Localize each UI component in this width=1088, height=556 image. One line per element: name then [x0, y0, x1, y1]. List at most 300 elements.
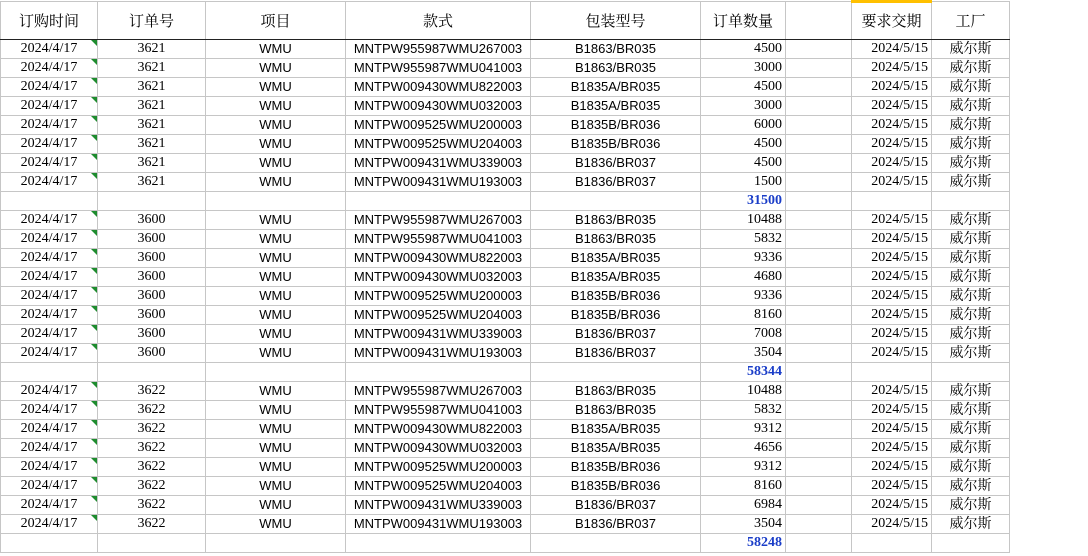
cell-order-date[interactable]	[1, 515, 98, 534]
cell-order-date[interactable]	[1, 420, 98, 439]
cell-value: 2024/4/17	[20, 41, 78, 56]
cell-package-type[interactable]: B1863/BR035	[531, 230, 701, 249]
cell-blank[interactable]	[786, 173, 852, 192]
cell-style[interactable]: MNTPW009431WMU339003	[346, 154, 531, 173]
header-row	[1, 2, 1010, 40]
table-row	[1, 306, 1010, 325]
error-indicator-icon	[91, 154, 97, 160]
cell-due-date[interactable]: 2024/5/15	[852, 325, 932, 344]
cell-order-no[interactable]: 3622	[98, 382, 206, 401]
cell-value: 2024/4/17	[20, 98, 78, 113]
cell-project[interactable]: WMU	[206, 325, 346, 344]
cell-quantity[interactable]: 8160	[701, 306, 786, 325]
cell-quantity[interactable]: 4500	[701, 135, 786, 154]
cell-factory[interactable]: 威尔斯	[932, 173, 1010, 192]
cell-package-type[interactable]: B1836/BR037	[531, 515, 701, 534]
cell-due-date[interactable]: 2024/5/15	[852, 439, 932, 458]
cell-blank[interactable]	[786, 116, 852, 135]
cell-package-type[interactable]: B1835A/BR035	[531, 97, 701, 116]
cell-order-no[interactable]: 3621	[98, 116, 206, 135]
cell-order-date[interactable]	[1, 40, 98, 59]
cell-quantity[interactable]: 4500	[701, 40, 786, 59]
cell-package-type[interactable]: B1836/BR037	[531, 173, 701, 192]
cell-order-date[interactable]	[1, 211, 98, 230]
cell-order-date[interactable]	[1, 287, 98, 306]
cell-empty[interactable]	[531, 363, 701, 382]
cell-value: 2024/4/17	[20, 478, 78, 493]
cell-factory[interactable]: 威尔斯	[932, 78, 1010, 97]
cell-order-date[interactable]	[1, 306, 98, 325]
cell-empty[interactable]	[531, 192, 701, 211]
cell-quantity[interactable]: 10488	[701, 211, 786, 230]
cell-package-type[interactable]: B1835A/BR035	[531, 268, 701, 287]
cell-style[interactable]: MNTPW009430WMU822003	[346, 249, 531, 268]
cell-order-no[interactable]: 3600	[98, 325, 206, 344]
cell-due-date[interactable]: 2024/5/15	[852, 306, 932, 325]
cell-empty[interactable]	[932, 363, 1010, 382]
cell-project[interactable]: WMU	[206, 477, 346, 496]
cell-order-no[interactable]: 3622	[98, 439, 206, 458]
cell-due-date[interactable]: 2024/5/15	[852, 40, 932, 59]
cell-value: 2024/4/17	[20, 345, 78, 360]
cell-style[interactable]: MNTPW955987WMU041003	[346, 401, 531, 420]
cell-style[interactable]: MNTPW009430WMU032003	[346, 97, 531, 116]
table-row	[1, 325, 1010, 344]
cell-blank[interactable]	[786, 420, 852, 439]
cell-project[interactable]: WMU	[206, 420, 346, 439]
cell-blank[interactable]	[786, 59, 852, 78]
cell-style[interactable]: MNTPW009525WMU204003	[346, 306, 531, 325]
cell-due-date[interactable]: 2024/5/15	[852, 344, 932, 363]
cell-quantity[interactable]: 6984	[701, 496, 786, 515]
cell-quantity[interactable]: 3504	[701, 344, 786, 363]
cell-factory[interactable]: 威尔斯	[932, 401, 1010, 420]
cell-empty[interactable]	[786, 192, 852, 211]
cell-style[interactable]: MNTPW009431WMU193003	[346, 173, 531, 192]
cell-style[interactable]: MNTPW009431WMU339003	[346, 496, 531, 515]
cell-package-type[interactable]: B1863/BR035	[531, 401, 701, 420]
cell-quantity[interactable]: 10488	[701, 382, 786, 401]
cell-style[interactable]: MNTPW955987WMU041003	[346, 230, 531, 249]
header-quantity[interactable]: 订单数量	[701, 2, 786, 40]
cell-empty[interactable]	[1, 534, 98, 553]
cell-blank[interactable]	[786, 135, 852, 154]
cell-blank[interactable]	[786, 344, 852, 363]
cell-order-date[interactable]	[1, 325, 98, 344]
cell-package-type[interactable]: B1835B/BR036	[531, 458, 701, 477]
cell-empty[interactable]	[206, 192, 346, 211]
subtotal-quantity[interactable]: 58248	[701, 534, 786, 553]
cell-package-type[interactable]: B1835A/BR035	[531, 78, 701, 97]
cell-project[interactable]: WMU	[206, 40, 346, 59]
cell-quantity[interactable]: 4500	[701, 154, 786, 173]
cell-due-date[interactable]: 2024/5/15	[852, 59, 932, 78]
cell-factory[interactable]: 威尔斯	[932, 230, 1010, 249]
cell-quantity[interactable]: 4656	[701, 439, 786, 458]
cell-order-no[interactable]: 3621	[98, 135, 206, 154]
cell-order-date[interactable]	[1, 401, 98, 420]
cell-quantity[interactable]: 9312	[701, 420, 786, 439]
table-row	[1, 59, 1010, 78]
cell-empty[interactable]	[852, 192, 932, 211]
cell-package-type[interactable]: B1863/BR035	[531, 59, 701, 78]
cell-order-no[interactable]: 3622	[98, 515, 206, 534]
cell-quantity[interactable]: 5832	[701, 230, 786, 249]
cell-project[interactable]: WMU	[206, 401, 346, 420]
cell-style[interactable]: MNTPW009431WMU193003	[346, 344, 531, 363]
cell-blank[interactable]	[786, 382, 852, 401]
cell-style[interactable]: MNTPW955987WMU267003	[346, 40, 531, 59]
cell-order-no[interactable]: 3622	[98, 420, 206, 439]
error-indicator-icon	[91, 496, 97, 502]
cell-order-no[interactable]: 3621	[98, 97, 206, 116]
cell-blank[interactable]	[786, 401, 852, 420]
cell-empty[interactable]	[206, 363, 346, 382]
cell-due-date[interactable]: 2024/5/15	[852, 382, 932, 401]
cell-package-type[interactable]: B1835B/BR036	[531, 477, 701, 496]
cell-project[interactable]: WMU	[206, 306, 346, 325]
cell-project[interactable]: WMU	[206, 116, 346, 135]
cell-factory[interactable]: 威尔斯	[932, 344, 1010, 363]
cell-blank[interactable]	[786, 477, 852, 496]
table-row	[1, 382, 1010, 401]
table-row	[1, 230, 1010, 249]
cell-order-date[interactable]	[1, 116, 98, 135]
cell-value: 2024/4/17	[20, 117, 78, 132]
cell-factory[interactable]: 威尔斯	[932, 496, 1010, 515]
header-factory[interactable]: 工厂	[932, 2, 1010, 40]
cell-value: 2024/4/17	[20, 402, 78, 417]
cell-factory[interactable]: 威尔斯	[932, 59, 1010, 78]
cell-project[interactable]: WMU	[206, 249, 346, 268]
cell-style[interactable]: MNTPW009430WMU822003	[346, 420, 531, 439]
cell-due-date[interactable]: 2024/5/15	[852, 78, 932, 97]
cell-quantity[interactable]: 5832	[701, 401, 786, 420]
cell-empty[interactable]	[786, 534, 852, 553]
cell-empty[interactable]	[932, 192, 1010, 211]
cell-due-date[interactable]: 2024/5/15	[852, 515, 932, 534]
cell-blank[interactable]	[786, 496, 852, 515]
cell-package-type[interactable]: B1835A/BR035	[531, 439, 701, 458]
cell-project[interactable]: WMU	[206, 211, 346, 230]
cell-factory[interactable]: 威尔斯	[932, 154, 1010, 173]
cell-factory[interactable]: 威尔斯	[932, 268, 1010, 287]
table-row	[1, 439, 1010, 458]
cell-factory[interactable]: 威尔斯	[932, 477, 1010, 496]
cell-value: 2024/4/17	[20, 288, 78, 303]
table-row	[1, 154, 1010, 173]
cell-empty[interactable]	[852, 534, 932, 553]
cell-order-no[interactable]: 3600	[98, 287, 206, 306]
cell-blank[interactable]	[786, 211, 852, 230]
cell-quantity[interactable]: 3000	[701, 59, 786, 78]
cell-due-date[interactable]: 2024/5/15	[852, 458, 932, 477]
cell-value: 2024/4/17	[20, 60, 78, 75]
cell-order-date[interactable]	[1, 59, 98, 78]
cell-value: 2024/4/17	[20, 421, 78, 436]
cell-due-date[interactable]: 2024/5/15	[852, 173, 932, 192]
header-style[interactable]: 款式	[346, 2, 531, 40]
cell-project[interactable]: WMU	[206, 268, 346, 287]
cell-due-date[interactable]: 2024/5/15	[852, 496, 932, 515]
cell-order-no[interactable]: 3600	[98, 211, 206, 230]
table-row	[1, 268, 1010, 287]
cell-style[interactable]: MNTPW009525WMU200003	[346, 458, 531, 477]
cell-project[interactable]: WMU	[206, 78, 346, 97]
cell-empty[interactable]	[786, 363, 852, 382]
table-row	[1, 344, 1010, 363]
cell-order-no[interactable]: 3621	[98, 40, 206, 59]
error-indicator-icon	[91, 382, 97, 388]
cell-factory[interactable]: 威尔斯	[932, 135, 1010, 154]
cell-style[interactable]: MNTPW009431WMU193003	[346, 515, 531, 534]
table-row	[1, 458, 1010, 477]
cell-blank[interactable]	[786, 458, 852, 477]
cell-style[interactable]: MNTPW955987WMU041003	[346, 59, 531, 78]
cell-due-date[interactable]: 2024/5/15	[852, 97, 932, 116]
cell-blank[interactable]	[786, 249, 852, 268]
cell-quantity[interactable]: 9336	[701, 249, 786, 268]
cell-factory[interactable]: 威尔斯	[932, 97, 1010, 116]
cell-factory[interactable]: 威尔斯	[932, 515, 1010, 534]
error-indicator-icon	[91, 325, 97, 331]
cell-order-date[interactable]	[1, 97, 98, 116]
cell-value: 2024/4/17	[20, 155, 78, 170]
cell-due-date[interactable]: 2024/5/15	[852, 154, 932, 173]
error-indicator-icon	[91, 173, 97, 179]
cell-factory[interactable]: 威尔斯	[932, 249, 1010, 268]
cell-project[interactable]: WMU	[206, 230, 346, 249]
cell-order-date[interactable]	[1, 382, 98, 401]
cell-order-date[interactable]	[1, 173, 98, 192]
cell-package-type[interactable]: B1863/BR035	[531, 382, 701, 401]
cell-order-no[interactable]: 3622	[98, 401, 206, 420]
cell-package-type[interactable]: B1835B/BR036	[531, 306, 701, 325]
cell-value: 2024/4/17	[20, 497, 78, 512]
error-indicator-icon	[91, 287, 97, 293]
cell-due-date[interactable]: 2024/5/15	[852, 287, 932, 306]
cell-empty[interactable]	[531, 534, 701, 553]
cell-project[interactable]: WMU	[206, 154, 346, 173]
cell-empty[interactable]	[346, 192, 531, 211]
cell-blank[interactable]	[786, 78, 852, 97]
cell-project[interactable]: WMU	[206, 439, 346, 458]
cell-blank[interactable]	[786, 325, 852, 344]
cell-factory[interactable]: 威尔斯	[932, 287, 1010, 306]
cell-empty[interactable]	[346, 363, 531, 382]
cell-value: 2024/4/17	[20, 231, 78, 246]
cell-value: 2024/4/17	[20, 79, 78, 94]
cell-package-type[interactable]: B1835A/BR035	[531, 420, 701, 439]
cell-order-no[interactable]: 3622	[98, 458, 206, 477]
cell-factory[interactable]: 威尔斯	[932, 382, 1010, 401]
cell-project[interactable]: WMU	[206, 59, 346, 78]
cell-quantity[interactable]: 1500	[701, 173, 786, 192]
cell-empty[interactable]	[346, 534, 531, 553]
cell-due-date[interactable]: 2024/5/15	[852, 116, 932, 135]
cell-value: 2024/4/17	[20, 459, 78, 474]
cell-due-date[interactable]: 2024/5/15	[852, 135, 932, 154]
cell-project[interactable]: WMU	[206, 135, 346, 154]
cell-order-date[interactable]	[1, 268, 98, 287]
cell-quantity[interactable]: 6000	[701, 116, 786, 135]
cell-project[interactable]: WMU	[206, 97, 346, 116]
cell-order-no[interactable]: 3600	[98, 230, 206, 249]
cell-order-no[interactable]: 3622	[98, 477, 206, 496]
cell-package-type[interactable]: B1835B/BR036	[531, 135, 701, 154]
cell-due-date[interactable]: 2024/5/15	[852, 420, 932, 439]
header-order-no[interactable]: 订单号	[98, 2, 206, 40]
cell-factory[interactable]: 威尔斯	[932, 211, 1010, 230]
error-indicator-icon	[91, 439, 97, 445]
cell-package-type[interactable]: B1835B/BR036	[531, 116, 701, 135]
cell-project[interactable]: WMU	[206, 496, 346, 515]
cell-quantity[interactable]: 8160	[701, 477, 786, 496]
cell-order-no[interactable]: 3621	[98, 154, 206, 173]
cell-order-no[interactable]: 3600	[98, 268, 206, 287]
cell-due-date[interactable]: 2024/5/15	[852, 230, 932, 249]
cell-blank[interactable]	[786, 306, 852, 325]
header-package-type[interactable]: 包装型号	[531, 2, 701, 40]
cell-factory[interactable]: 威尔斯	[932, 40, 1010, 59]
cell-order-date[interactable]	[1, 458, 98, 477]
cell-empty[interactable]	[932, 534, 1010, 553]
cell-package-type[interactable]: B1836/BR037	[531, 325, 701, 344]
cell-style[interactable]: MNTPW955987WMU267003	[346, 382, 531, 401]
cell-blank[interactable]	[786, 515, 852, 534]
table-row	[1, 287, 1010, 306]
cell-blank[interactable]	[786, 154, 852, 173]
error-indicator-icon	[91, 116, 97, 122]
cell-order-no[interactable]: 3621	[98, 59, 206, 78]
cell-project[interactable]: WMU	[206, 382, 346, 401]
cell-project[interactable]: WMU	[206, 173, 346, 192]
cell-value: 2024/4/17	[20, 269, 78, 284]
cell-order-date[interactable]	[1, 78, 98, 97]
cell-empty[interactable]	[98, 192, 206, 211]
cell-order-no[interactable]: 3622	[98, 496, 206, 515]
cell-order-date[interactable]	[1, 439, 98, 458]
table-row	[1, 420, 1010, 439]
cell-style[interactable]: MNTPW009525WMU204003	[346, 135, 531, 154]
cell-value: 2024/4/17	[20, 326, 78, 341]
cell-factory[interactable]: 威尔斯	[932, 420, 1010, 439]
cell-package-type[interactable]: B1835A/BR035	[531, 249, 701, 268]
cell-style[interactable]: MNTPW009525WMU204003	[346, 477, 531, 496]
cell-due-date[interactable]: 2024/5/15	[852, 268, 932, 287]
header-due-date[interactable]: 要求交期	[852, 2, 932, 40]
header-blank[interactable]	[786, 2, 852, 40]
cell-order-no[interactable]: 3600	[98, 344, 206, 363]
cell-package-type[interactable]: B1836/BR037	[531, 496, 701, 515]
error-indicator-icon	[91, 135, 97, 141]
cell-style[interactable]: MNTPW009525WMU200003	[346, 116, 531, 135]
cell-package-type[interactable]: B1835B/BR036	[531, 287, 701, 306]
cell-factory[interactable]: 威尔斯	[932, 458, 1010, 477]
cell-package-type[interactable]: B1836/BR037	[531, 154, 701, 173]
cell-value: 2024/4/17	[20, 440, 78, 455]
cell-project[interactable]: WMU	[206, 344, 346, 363]
cell-blank[interactable]	[786, 439, 852, 458]
cell-quantity[interactable]: 4500	[701, 78, 786, 97]
cell-quantity[interactable]: 3000	[701, 97, 786, 116]
cell-quantity[interactable]: 9336	[701, 287, 786, 306]
cell-project[interactable]: WMU	[206, 287, 346, 306]
cell-order-date[interactable]	[1, 496, 98, 515]
cell-factory[interactable]: 威尔斯	[932, 116, 1010, 135]
cell-order-date[interactable]	[1, 230, 98, 249]
cell-order-date[interactable]	[1, 344, 98, 363]
cell-value: 2024/4/17	[20, 212, 78, 227]
cell-style[interactable]: MNTPW955987WMU267003	[346, 211, 531, 230]
cell-order-no[interactable]: 3600	[98, 249, 206, 268]
cell-quantity[interactable]: 9312	[701, 458, 786, 477]
cell-value: 2024/4/17	[20, 383, 78, 398]
subtotal-row	[1, 363, 1010, 382]
cell-style[interactable]: MNTPW009430WMU032003	[346, 268, 531, 287]
cell-factory[interactable]: 威尔斯	[932, 439, 1010, 458]
cell-style[interactable]: MNTPW009431WMU339003	[346, 325, 531, 344]
cell-empty[interactable]	[852, 363, 932, 382]
cell-empty[interactable]	[1, 192, 98, 211]
subtotal-quantity[interactable]: 58344	[701, 363, 786, 382]
cell-style[interactable]: MNTPW009430WMU822003	[346, 78, 531, 97]
cell-order-no[interactable]: 3600	[98, 306, 206, 325]
cell-style[interactable]: MNTPW009525WMU200003	[346, 287, 531, 306]
cell-blank[interactable]	[786, 287, 852, 306]
error-indicator-icon	[91, 78, 97, 84]
cell-factory[interactable]: 威尔斯	[932, 325, 1010, 344]
cell-package-type[interactable]: B1863/BR035	[531, 211, 701, 230]
cell-empty[interactable]	[98, 534, 206, 553]
cell-empty[interactable]	[1, 363, 98, 382]
header-project[interactable]: 项目	[206, 2, 346, 40]
subtotal-quantity[interactable]: 31500	[701, 192, 786, 211]
cell-due-date[interactable]: 2024/5/15	[852, 211, 932, 230]
cell-order-date[interactable]	[1, 477, 98, 496]
cell-project[interactable]: WMU	[206, 515, 346, 534]
cell-quantity[interactable]: 4680	[701, 268, 786, 287]
cell-factory[interactable]: 威尔斯	[932, 306, 1010, 325]
cell-due-date[interactable]: 2024/5/15	[852, 249, 932, 268]
table-row	[1, 173, 1010, 192]
cell-blank[interactable]	[786, 230, 852, 249]
cell-order-date[interactable]	[1, 135, 98, 154]
cell-blank[interactable]	[786, 268, 852, 287]
cell-package-type[interactable]: B1836/BR037	[531, 344, 701, 363]
cell-package-type[interactable]: B1863/BR035	[531, 40, 701, 59]
cell-blank[interactable]	[786, 40, 852, 59]
cell-style[interactable]: MNTPW009430WMU032003	[346, 439, 531, 458]
table-row	[1, 116, 1010, 135]
cell-value: 2024/4/17	[20, 516, 78, 531]
error-indicator-icon	[91, 230, 97, 236]
cell-order-date[interactable]	[1, 154, 98, 173]
cell-order-no[interactable]: 3621	[98, 78, 206, 97]
header-order-time[interactable]: 订购时间	[1, 2, 98, 40]
cell-due-date[interactable]: 2024/5/15	[852, 401, 932, 420]
error-indicator-icon	[91, 306, 97, 312]
cell-due-date[interactable]: 2024/5/15	[852, 477, 932, 496]
cell-quantity[interactable]: 3504	[701, 515, 786, 534]
cell-order-date[interactable]	[1, 249, 98, 268]
cell-order-no[interactable]: 3621	[98, 173, 206, 192]
cell-project[interactable]: WMU	[206, 458, 346, 477]
cell-quantity[interactable]: 7008	[701, 325, 786, 344]
cell-blank[interactable]	[786, 97, 852, 116]
cell-empty[interactable]	[98, 363, 206, 382]
cell-empty[interactable]	[206, 534, 346, 553]
